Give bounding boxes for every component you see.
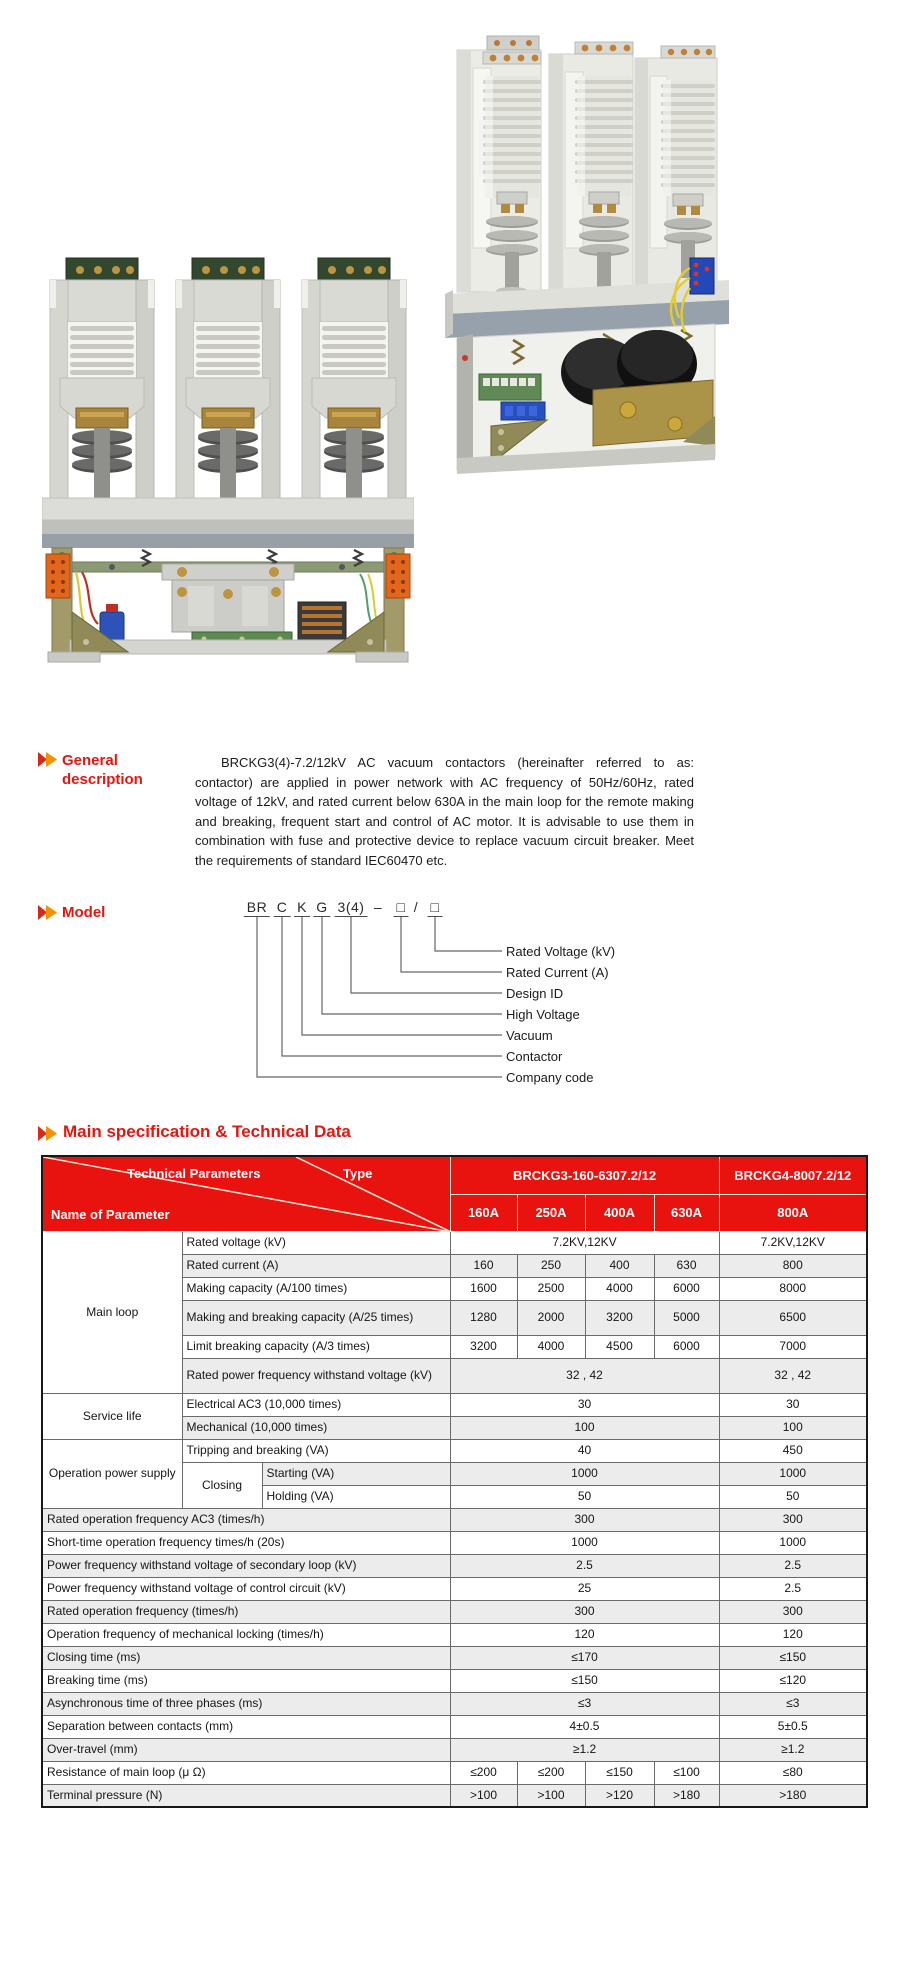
param-label: Starting (VA) [262,1462,450,1485]
value-cell: 2000 [517,1300,585,1335]
section-marker-icon [38,1126,58,1141]
general-heading-line1: General [62,752,118,769]
param-label: Separation between contacts (mm) [42,1715,450,1738]
param-label: Rated operation frequency AC3 (times/h) [42,1508,450,1531]
value-cell: ≤150 [585,1761,654,1784]
param-label: Holding (VA) [262,1485,450,1508]
model-code-dash: – [373,899,383,915]
row-tripping [42,1439,867,1462]
value-cell: 1000 [450,1462,719,1485]
value-cell: 1600 [450,1277,517,1300]
value-cell: 30 [450,1393,719,1416]
value-cell: 400 [585,1254,654,1277]
model-code-slash: / [413,899,419,915]
row-resistance [42,1761,867,1784]
value-cell: 1000 [719,1531,867,1554]
spec-table [41,1155,868,1808]
value-cell: 32 , 42 [450,1358,719,1393]
row-withstand-control [42,1577,867,1600]
value-cell: 2.5 [719,1577,867,1600]
param-label: Mechanical (10,000 times) [182,1416,450,1439]
param-label: Electrical AC3 (10,000 times) [182,1393,450,1416]
group-operation-power-supply: Operation power supply [42,1439,182,1508]
param-label: Terminal pressure (N) [42,1784,450,1807]
value-cell: ≥1.2 [450,1738,719,1761]
model-code-highvoltage: G [313,899,330,917]
value-cell: 1000 [719,1462,867,1485]
value-cell: 3200 [450,1335,517,1358]
section-marker-icon [38,752,58,767]
value-cell: ≤120 [719,1669,867,1692]
param-label: Tripping and breaking (VA) [182,1439,450,1462]
group-service-life: Service life [42,1393,182,1439]
row-electrical-ac3 [42,1393,867,1416]
value-cell: 4000 [517,1335,585,1358]
value-cell: 120 [450,1623,719,1646]
param-label: Closing time (ms) [42,1646,450,1669]
param-label: Over-travel (mm) [42,1738,450,1761]
value-cell: 5±0.5 [719,1715,867,1738]
value-cell: 8000 [719,1277,867,1300]
value-cell: 5000 [654,1300,719,1335]
header-col-400a: 400A [585,1194,654,1231]
row-mech-locking [42,1623,867,1646]
value-cell: 1000 [450,1531,719,1554]
header-type: Type [343,1166,373,1181]
value-cell: 300 [450,1600,719,1623]
model-label-vacuum: Vacuum [506,1028,553,1043]
param-label: Asynchronous time of three phases (ms) [42,1692,450,1715]
value-cell: 4000 [585,1277,654,1300]
value-cell: ≤3 [450,1692,719,1715]
value-cell: ≤170 [450,1646,719,1669]
value-cell: 3200 [585,1300,654,1335]
param-label: Power frequency withstand voltage of secondary loop (kV) [42,1554,450,1577]
value-cell: 1280 [450,1300,517,1335]
param-label: Resistance of main loop (μ Ω) [42,1761,450,1784]
model-label-rated-current: Rated Current (A) [506,965,609,980]
value-cell: ≤100 [654,1761,719,1784]
group-main-loop: Main loop [42,1231,182,1393]
value-cell: 25 [450,1577,719,1600]
value-cell: 50 [450,1485,719,1508]
model-label-company-code: Company code [506,1070,594,1085]
row-withstand-secondary [42,1554,867,1577]
value-cell: ≤150 [719,1646,867,1669]
value-cell: >120 [585,1784,654,1807]
table-header-row-1 [42,1156,867,1194]
header-col-630a: 630A [654,1194,719,1231]
value-cell: 160 [450,1254,517,1277]
param-label: Rated voltage (kV) [182,1231,450,1254]
row-terminal-pressure [42,1784,867,1807]
value-cell: 40 [450,1439,719,1462]
header-model-brckg3: BRCKG3-160-6307.2/12 [450,1156,719,1194]
general-heading-line2: description [62,771,143,788]
model-label-contactor: Contactor [506,1049,563,1064]
param-label: Power frequency withstand voltage of control circuit (kV) [42,1577,450,1600]
value-cell: 50 [719,1485,867,1508]
general-description-text: BRCKG3(4)-7.2/12kV AC vacuum contactors (hereinafter referred to as: contactor) are applied in power network with AC frequency of 50Hz/60Hz, rated voltage of 12kV, and rated current below 630A in the main loop for the remote making and breaking, frequent start and control of AC motor. It is advisable to use them in combination with fuse and protective device to replace vacuum circuit breaker. Meet the requirements of standard IEC60470 etc. [195,755,694,868]
value-cell: 32 , 42 [719,1358,867,1393]
value-cell: 4500 [585,1335,654,1358]
row-overtravel [42,1738,867,1761]
value-cell: ≥1.2 [719,1738,867,1761]
header-col-800a: 800A [719,1194,867,1231]
value-cell: 6000 [654,1335,719,1358]
value-cell: ≤200 [517,1761,585,1784]
value-cell: >180 [719,1784,867,1807]
value-cell: 6000 [654,1277,719,1300]
value-cell: 100 [719,1416,867,1439]
param-label: Rated current (A) [182,1254,450,1277]
general-description-heading [62,751,143,789]
header-model-brckg4: BRCKG4-8007.2/12 [719,1156,867,1194]
value-cell: 2.5 [719,1554,867,1577]
product-photo-front [42,220,414,666]
model-code-voltage-box: □ [428,899,443,917]
header-col-160a: 160A [450,1194,517,1231]
model-code-design-id: 3(4) [335,899,368,917]
param-label: Making and breaking capacity (A/25 times) [182,1300,450,1335]
param-label: Short-time operation frequency times/h (20s) [42,1531,450,1554]
model-code-contactor: C [274,899,291,917]
value-cell: 30 [719,1393,867,1416]
value-cell: >100 [450,1784,517,1807]
row-breaking-time [42,1669,867,1692]
row-op-freq-ac3 [42,1508,867,1531]
row-rated-op-freq [42,1600,867,1623]
value-cell: 300 [719,1600,867,1623]
group-closing: Closing [182,1462,262,1508]
value-cell: 250 [517,1254,585,1277]
specs-heading: Main specification & Technical Data [63,1122,351,1141]
header-col-250a: 250A [517,1194,585,1231]
model-label-design-id: Design ID [506,986,564,1001]
value-cell: ≤3 [719,1692,867,1715]
value-cell: 7.2KV,12KV [719,1231,867,1254]
param-label: Limit breaking capacity (A/3 times) [182,1335,450,1358]
diagonal-header-cell [42,1156,450,1231]
row-closing-time [42,1646,867,1669]
model-code-current-box: □ [394,899,409,917]
section-marker-icon [38,905,58,920]
param-label: Breaking time (ms) [42,1669,450,1692]
param-label: Operation frequency of mechanical locking (times/h) [42,1623,450,1646]
value-cell: 300 [719,1508,867,1531]
param-label: Rated power frequency withstand voltage (kV) [182,1358,450,1393]
row-separation [42,1715,867,1738]
value-cell: ≤200 [450,1761,517,1784]
row-rated-voltage [42,1231,867,1254]
param-label: Making capacity (A/100 times) [182,1277,450,1300]
model-code-company: BR [244,899,270,917]
model-label-rated-voltage: Rated Voltage (kV) [506,944,616,959]
header-name-of-parameter: Name of Parameter [51,1206,170,1222]
value-cell: ≤80 [719,1761,867,1784]
header-technical-parameters: Technical Parameters [127,1166,261,1181]
value-cell: 2.5 [450,1554,719,1577]
value-cell: 300 [450,1508,719,1531]
model-label-high-voltage: High Voltage [506,1007,580,1022]
value-cell: 800 [719,1254,867,1277]
value-cell: 4±0.5 [450,1715,719,1738]
model-heading: Model [62,904,106,921]
value-cell: 100 [450,1416,719,1439]
value-cell: >100 [517,1784,585,1807]
value-cell: 630 [654,1254,719,1277]
value-cell: >180 [654,1784,719,1807]
model-connector-lines [230,917,520,1081]
value-cell: 450 [719,1439,867,1462]
model-code-vacuum: K [294,899,310,917]
row-async-time [42,1692,867,1715]
value-cell: 120 [719,1623,867,1646]
value-cell: 6500 [719,1300,867,1335]
value-cell: ≤150 [450,1669,719,1692]
param-label: Rated operation frequency (times/h) [42,1600,450,1623]
product-photo-angled [443,28,731,484]
value-cell: 7.2KV,12KV [450,1231,719,1254]
row-short-time [42,1531,867,1554]
value-cell: 2500 [517,1277,585,1300]
value-cell: 7000 [719,1335,867,1358]
